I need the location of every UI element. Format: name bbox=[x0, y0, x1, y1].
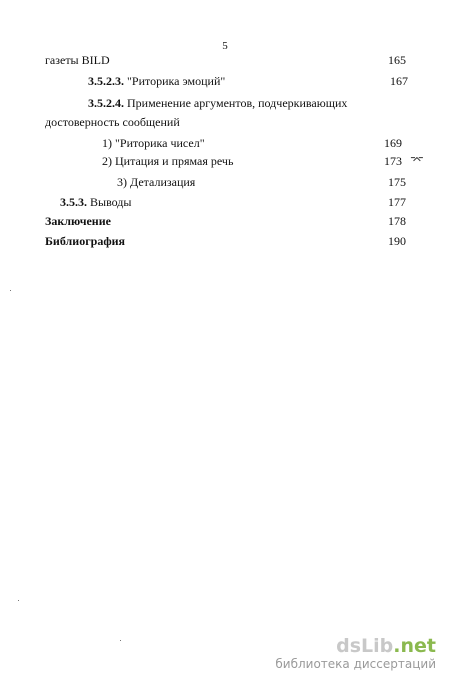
toc-entry-text: Выводы bbox=[90, 195, 132, 209]
toc-entry-conclusion bbox=[45, 213, 111, 229]
toc-section-number: 3.5.3. bbox=[60, 195, 87, 209]
scan-speck bbox=[10, 290, 11, 291]
toc-page-number: 177 bbox=[388, 195, 406, 209]
toc-entry-continuation: достоверность сообщений bbox=[45, 115, 180, 129]
toc-entry-item-2: 2) Цитация и прямая речь bbox=[102, 154, 234, 168]
toc-entry-bild bbox=[45, 52, 110, 68]
toc-page-number: 190 bbox=[388, 234, 406, 248]
scan-speck bbox=[120, 640, 121, 641]
scan-speck bbox=[18, 600, 19, 601]
toc-page-number: 178 bbox=[388, 214, 406, 228]
toc-entry-text: Библиография bbox=[45, 234, 126, 248]
watermark-logo bbox=[275, 635, 436, 657]
toc-entry-3-5-3 bbox=[60, 194, 131, 210]
toc-page-number: 167 bbox=[390, 74, 408, 88]
toc-entry-item-3: 3) Детализация bbox=[117, 175, 196, 189]
toc-page-number: 175 bbox=[388, 175, 406, 189]
watermark-logo-part: dsLib bbox=[336, 635, 394, 657]
toc-section-number: 3.5.2.4. bbox=[88, 96, 124, 110]
toc-entry-text: Заключение bbox=[45, 214, 111, 228]
watermark bbox=[275, 635, 436, 672]
toc-page-number: 169 bbox=[384, 136, 402, 150]
watermark-subtitle: библиотека диссертаций bbox=[275, 657, 436, 671]
toc-page-number: 173 bbox=[384, 154, 402, 168]
toc-entry-text: Применение аргументов, подчеркивающих bbox=[127, 96, 348, 110]
toc-entry-bibliography bbox=[45, 233, 125, 249]
toc-entry-text: "Риторика эмоций" bbox=[127, 74, 226, 88]
toc-section-number: 3.5.2.3. bbox=[88, 74, 124, 88]
page-number: 5 bbox=[222, 40, 228, 52]
toc-entry-3-5-2-3 bbox=[88, 73, 225, 89]
handwritten-check-mark: ⌤ bbox=[410, 153, 424, 167]
toc-page-number: 165 bbox=[388, 53, 406, 67]
toc-entry-item-1: 1) "Риторика чисел" bbox=[102, 136, 205, 150]
watermark-logo-part: .net bbox=[393, 635, 436, 657]
toc-entry-3-5-2-4 bbox=[88, 95, 347, 111]
toc-entry-text: газеты BILD bbox=[45, 53, 110, 67]
